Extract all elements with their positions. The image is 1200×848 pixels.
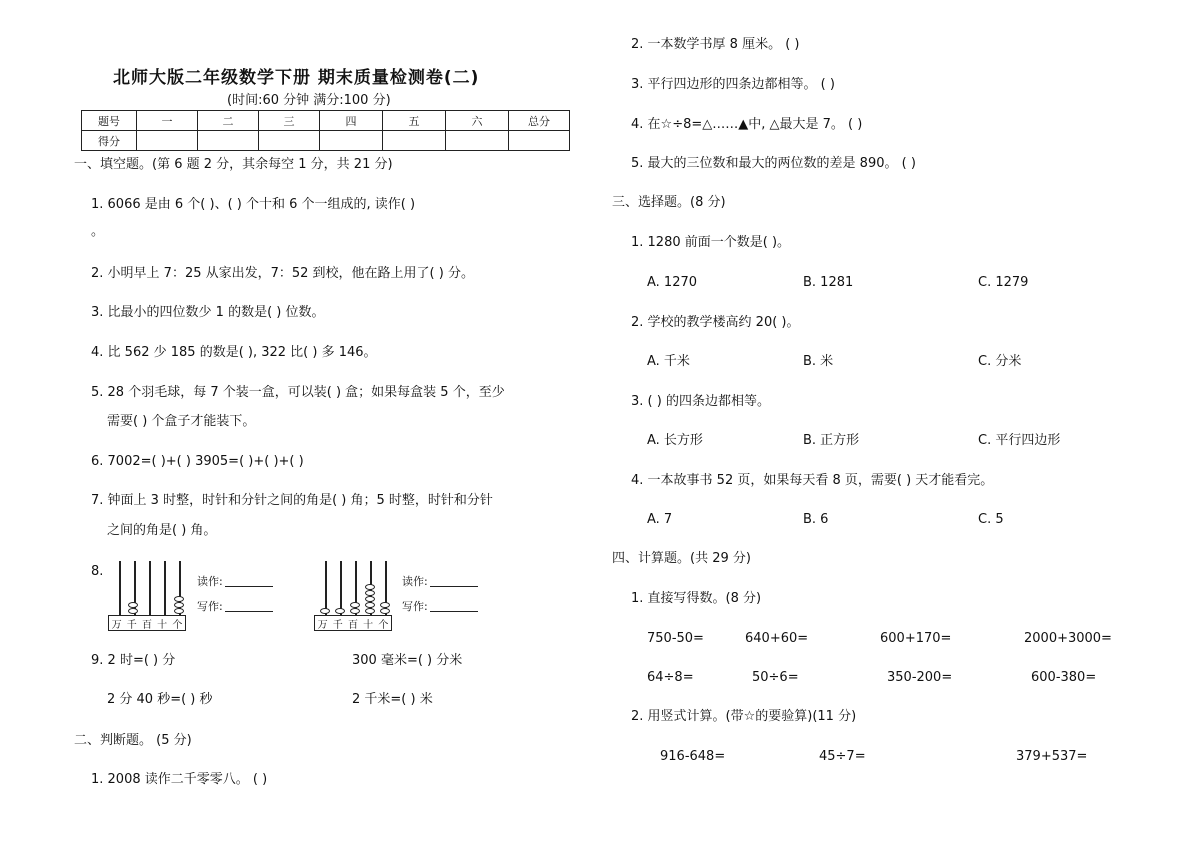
- option[interactable]: A. 1270: [647, 275, 698, 290]
- question-text: 1. 2008 读作二千零零八。 ( ): [91, 772, 268, 787]
- exam-info: (时间:60 分钟 满分:100 分): [227, 93, 391, 108]
- option[interactable]: A. 7: [647, 512, 673, 527]
- abacus-rod: [325, 561, 327, 615]
- question-text: 之间的角是( ) 角。: [107, 523, 217, 538]
- question-text: 7. 钟面上 3 时整，时针和分针之间的角是( ) 角；5 时整，时针和分针: [91, 493, 493, 508]
- abacus-bead: [320, 608, 330, 614]
- calc-item: 45÷7=: [819, 749, 866, 764]
- place-label: 万: [111, 619, 122, 631]
- section-heading: 二、判断题。 (5 分): [74, 733, 192, 748]
- answer-blank[interactable]: [430, 610, 478, 612]
- option[interactable]: C. 1279: [978, 275, 1029, 290]
- question-text: 4. 在☆÷8=△……▲中, △最大是 7。 ( ): [631, 117, 863, 132]
- abacus-bead: [365, 590, 375, 596]
- answer-blank[interactable]: [225, 610, 273, 612]
- place-label: 万: [317, 619, 328, 631]
- abacus-rod: [164, 561, 166, 615]
- abacus-bead: [335, 608, 345, 614]
- question-number: 8.: [91, 564, 104, 579]
- option[interactable]: A. 千米: [647, 354, 690, 369]
- abacus-bead: [380, 608, 390, 614]
- question-text: 2 分 40 秒=( ) 秒: [107, 692, 213, 707]
- abacus-bead: [380, 602, 390, 608]
- write-label: 写作:: [402, 600, 428, 613]
- question-text: 2. 用竖式计算。(带☆的要验算)(11 分): [631, 709, 857, 724]
- question-text: 2. 一本数学书厚 8 厘米。 ( ): [631, 37, 800, 52]
- place-label: 个: [172, 619, 183, 631]
- score-cell: 题号: [82, 111, 137, 131]
- question-text: 3. ( ) 的四条边都相等。: [631, 394, 770, 409]
- section-heading: 四、计算题。(共 29 分): [612, 551, 751, 566]
- question-text: 1. 1280 前面一个数是( )。: [631, 235, 791, 250]
- option[interactable]: B. 正方形: [803, 433, 860, 448]
- score-cell: 一: [137, 111, 198, 131]
- read-label: 读作:: [402, 575, 428, 588]
- calc-item: 916-648=: [660, 749, 726, 764]
- question-text: 300 毫米=( ) 分米: [352, 653, 463, 668]
- score-input[interactable]: [259, 131, 320, 151]
- option[interactable]: B. 1281: [803, 275, 854, 290]
- option[interactable]: C. 5: [978, 512, 1004, 527]
- option[interactable]: C. 分米: [978, 354, 1022, 369]
- score-cell: 五: [383, 111, 446, 131]
- place-label: 个: [378, 619, 389, 631]
- score-cell: 六: [446, 111, 509, 131]
- calc-item: 50÷6=: [752, 670, 799, 685]
- option[interactable]: C. 平行四边形: [978, 433, 1061, 448]
- place-label: 十: [363, 619, 374, 631]
- abacus-rod: [149, 561, 151, 615]
- score-input[interactable]: [509, 131, 570, 151]
- option[interactable]: B. 6: [803, 512, 829, 527]
- abacus-place-labels: [314, 615, 392, 631]
- score-input[interactable]: [198, 131, 259, 151]
- abacus-place-labels: [108, 615, 186, 631]
- read-line: [197, 576, 273, 587]
- abacus-bead: [350, 602, 360, 608]
- abacus-figure: [108, 559, 186, 631]
- score-input[interactable]: [320, 131, 383, 151]
- section-heading: 三、选择题。(8 分): [612, 195, 726, 210]
- question-text: 4. 比 562 少 185 的数是( ), 322 比( ) 多 146。: [91, 345, 377, 360]
- calc-item: 640+60=: [745, 631, 809, 646]
- answer-blank[interactable]: [430, 585, 478, 587]
- abacus-rod: [119, 561, 121, 615]
- abacus-bead: [128, 608, 138, 614]
- place-label: 十: [157, 619, 168, 631]
- calc-item: 379+537=: [1016, 749, 1088, 764]
- answer-blank[interactable]: [225, 585, 273, 587]
- option[interactable]: A. 长方形: [647, 433, 703, 448]
- option[interactable]: B. 米: [803, 354, 834, 369]
- question-text: 3. 平行四边形的四条边都相等。 ( ): [631, 77, 835, 92]
- place-label: 千: [126, 619, 137, 631]
- question-text: 1. 直接写得数。(8 分): [631, 591, 762, 606]
- score-input[interactable]: [446, 131, 509, 151]
- read-line: [402, 576, 478, 587]
- place-label: 千: [332, 619, 343, 631]
- write-label: 写作:: [197, 600, 223, 613]
- abacus-bead: [365, 584, 375, 590]
- abacus-rod: [340, 561, 342, 615]
- abacus-bead: [174, 608, 184, 614]
- calc-item: 600-380=: [1031, 670, 1097, 685]
- question-text: 3. 比最小的四位数少 1 的数是( ) 位数。: [91, 305, 325, 320]
- score-cell: 四: [320, 111, 383, 131]
- score-input[interactable]: [383, 131, 446, 151]
- abacus-bead: [350, 608, 360, 614]
- calc-item: 600+170=: [880, 631, 952, 646]
- abacus-bead: [128, 602, 138, 608]
- calc-item: 350-200=: [887, 670, 953, 685]
- place-label: 百: [347, 619, 358, 631]
- score-cell: 总分: [509, 111, 570, 131]
- abacus-figure: [314, 559, 392, 631]
- section-heading: 一、填空题。(第 6 题 2 分，其余每空 1 分，共 21 分): [74, 157, 393, 172]
- score-table-score-row: [82, 131, 570, 151]
- write-line: [402, 601, 478, 612]
- question-text: 。: [91, 224, 105, 239]
- score-table-header-row: [82, 111, 570, 131]
- question-text: 9. 2 时=( ) 分: [91, 653, 176, 668]
- question-text: 2. 学校的教学楼高约 20( )。: [631, 315, 800, 330]
- question-text: 2. 小明早上 7：25 从家出发，7：52 到校，他在路上用了( ) 分。: [91, 266, 474, 281]
- question-text: 需要( ) 个盒子才能装下。: [107, 414, 256, 429]
- abacus-bead: [365, 602, 375, 608]
- question-text: 6. 7002=( )+( ) 3905=( )+( )+( ): [91, 454, 304, 469]
- calc-item: 64÷8=: [647, 670, 694, 685]
- score-table: [81, 110, 570, 151]
- question-text: 5. 最大的三位数和最大的两位数的差是 890。 ( ): [631, 156, 916, 171]
- abacus-bead: [174, 602, 184, 608]
- abacus-bead: [365, 596, 375, 602]
- page-title: 北师大版二年级数学下册 期末质量检测卷(二): [113, 68, 480, 88]
- write-line: [197, 601, 273, 612]
- calc-item: 750-50=: [647, 631, 704, 646]
- place-label: 百: [141, 619, 152, 631]
- abacus-bead: [174, 596, 184, 602]
- score-cell: 三: [259, 111, 320, 131]
- calc-item: 2000+3000=: [1024, 631, 1112, 646]
- question-text: 1. 6066 是由 6 个( )、( ) 个十和 6 个一组成的, 读作( ): [91, 197, 416, 212]
- score-cell: 得分: [82, 131, 137, 151]
- question-text: 5. 28 个羽毛球，每 7 个装一盒，可以装( ) 盒；如果每盒装 5 个，至少: [91, 385, 505, 400]
- abacus-bead: [365, 608, 375, 614]
- score-cell: 二: [198, 111, 259, 131]
- question-text: 4. 一本故事书 52 页，如果每天看 8 页，需要( ) 天才能看完。: [631, 473, 994, 488]
- question-text: 2 千米=( ) 米: [352, 692, 433, 707]
- read-label: 读作:: [197, 575, 223, 588]
- score-input[interactable]: [137, 131, 198, 151]
